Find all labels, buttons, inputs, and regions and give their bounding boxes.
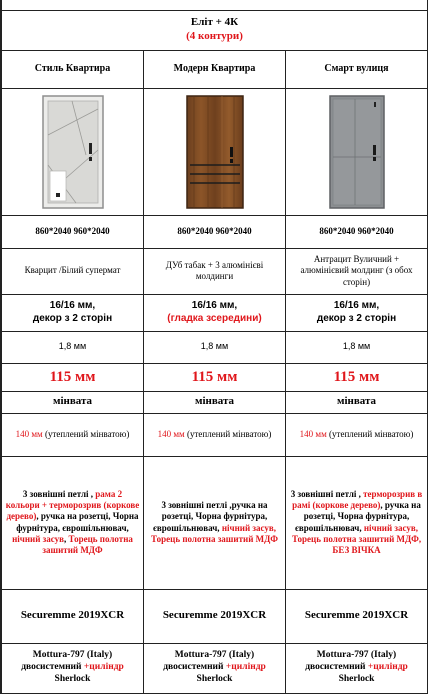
insulation-note: (утеплений мінватою) — [326, 428, 414, 439]
lock-model: Securemme 2019XCR — [2, 589, 144, 643]
door-size: 860*2040 960*2040 — [144, 215, 286, 248]
cylinder-brand: Mottura-797 (Italy) — [32, 650, 113, 661]
cylinder-name: Sherlock — [338, 673, 375, 684]
row-door-images — [2, 88, 428, 215]
door-fill: мінвата — [144, 391, 286, 413]
row-thickness — [2, 363, 428, 391]
model-name: Смарт вулиця — [286, 50, 428, 88]
cylinder-spec — [144, 643, 286, 693]
feature-text: , — [64, 533, 69, 544]
row-panels — [2, 294, 428, 331]
row-cylinder — [2, 643, 428, 693]
door-color: ДУб табак + 3 алюмінієві молдинги — [144, 248, 286, 294]
door-color: Антрацит Вуличний + алюмінієвий молдинг (з обох сторін) — [286, 248, 428, 294]
row-colors — [2, 248, 428, 294]
panel-thickness: 16/16 мм, — [191, 300, 238, 311]
panel-note: (гладка зсередини) — [167, 312, 262, 324]
door-size: 860*2040 960*2040 — [2, 215, 144, 248]
cylinder-type: двосистемний — [305, 662, 368, 673]
feature-text: 3 зовнішні петлі , — [22, 488, 96, 499]
lock-model: Securemme 2019XCR — [286, 589, 428, 643]
door-image-cell — [2, 88, 144, 215]
row-model-names — [2, 50, 428, 88]
cylinder-extra: +циліндр — [83, 662, 124, 673]
series-title: Еліт + 4К — [190, 16, 239, 29]
row-lock — [2, 589, 428, 643]
table-header — [2, 10, 428, 50]
feature-text: 3 зовнішні петлі , — [290, 488, 364, 499]
cylinder-type: двосистемний — [21, 662, 84, 673]
panel-spec — [2, 294, 144, 331]
metal-thickness: 1,8 мм — [2, 331, 144, 363]
door-size: 860*2040 960*2040 — [286, 215, 428, 248]
cylinder-spec — [2, 643, 144, 693]
lock-model: Securemme 2019XCR — [144, 589, 286, 643]
insulation-size: 140 мм — [15, 428, 43, 439]
door-fill: мінвата — [2, 391, 144, 413]
row-metal — [2, 331, 428, 363]
feature-text: Торець полотна зашитий МДФ — [42, 533, 133, 555]
door-thickness: 115 мм — [144, 363, 286, 391]
features-cell — [2, 456, 144, 589]
feature-text: , ручка на розетці, Чорна фурнітура, єврошільнювач, — [295, 500, 421, 533]
door-thickness: 115 мм — [286, 363, 428, 391]
feature-text: , ручка на розетці, Чорна фурнітура, єврошільнювач, — [16, 511, 139, 533]
panel-spec — [144, 294, 286, 331]
insulation-size: 140 мм — [299, 428, 327, 439]
model-name: Модерн Квартира — [144, 50, 286, 88]
metal-thickness: 1,8 мм — [286, 331, 428, 363]
row-features — [2, 456, 428, 589]
door-walnut-stripes-image — [186, 95, 244, 209]
feature-text: нічний засув, Торець полотна зашитий МДФ, БЕЗ ВІЧКА — [291, 522, 422, 555]
door-image-cell — [286, 88, 428, 215]
features-cell — [286, 456, 428, 589]
panel-note: декор з 2 сторін — [32, 312, 113, 324]
cylinder-brand: Mottura-797 (Italy) — [316, 650, 397, 661]
door-comparison-table — [1, 0, 428, 694]
cylinder-spec — [286, 643, 428, 693]
insulation — [144, 413, 286, 456]
insulation-size: 140 мм — [157, 428, 185, 439]
row-insulation — [2, 413, 428, 456]
cylinder-extra: +циліндр — [225, 662, 266, 673]
feature-text: нічний засув, Торець полотна зашитий МДФ — [151, 522, 278, 544]
row-fill — [2, 391, 428, 413]
series-subtitle: (4 контури) — [186, 30, 243, 42]
feature-text: терморозрив в рамі (корковe дерево) — [292, 488, 423, 510]
door-fill: мінвата — [286, 391, 428, 413]
door-grey-smart-image — [329, 95, 385, 209]
insulation — [286, 413, 428, 456]
feature-text: рама 2 кольори + терморозрив (корковe дерево) — [5, 488, 140, 522]
cylinder-extra: +циліндр — [367, 662, 408, 673]
feature-text: 3 зовнішні петлі ,ручка на розетці, Чорна фурнітура, єврошільнювач, — [153, 500, 268, 533]
feature-text: нічний засув — [12, 533, 64, 544]
cylinder-brand: Mottura-797 (Italy) — [174, 650, 255, 661]
insulation-note: (утеплений мінватою) — [42, 428, 130, 439]
features-cell — [144, 456, 286, 589]
insulation-note: (утеплений мінватою) — [184, 428, 272, 439]
door-color: Кварцит /Білий супермат — [2, 248, 144, 294]
cylinder-name: Sherlock — [196, 673, 233, 684]
metal-thickness: 1,8 мм — [144, 331, 286, 363]
panel-thickness: 16/16 мм, — [49, 300, 96, 311]
cylinder-name: Sherlock — [54, 673, 91, 684]
panel-note: декор з 2 сторін — [316, 312, 397, 324]
model-name: Стиль Квартира — [2, 50, 144, 88]
door-light-geometric-image — [42, 95, 104, 209]
door-thickness: 115 мм — [2, 363, 144, 391]
cylinder-type: двосистемний — [163, 662, 226, 673]
panel-thickness: 16/16 мм, — [333, 300, 380, 311]
panel-spec — [286, 294, 428, 331]
top-spacer — [2, 0, 428, 10]
insulation — [2, 413, 144, 456]
row-sizes — [2, 215, 428, 248]
door-image-cell — [144, 88, 286, 215]
